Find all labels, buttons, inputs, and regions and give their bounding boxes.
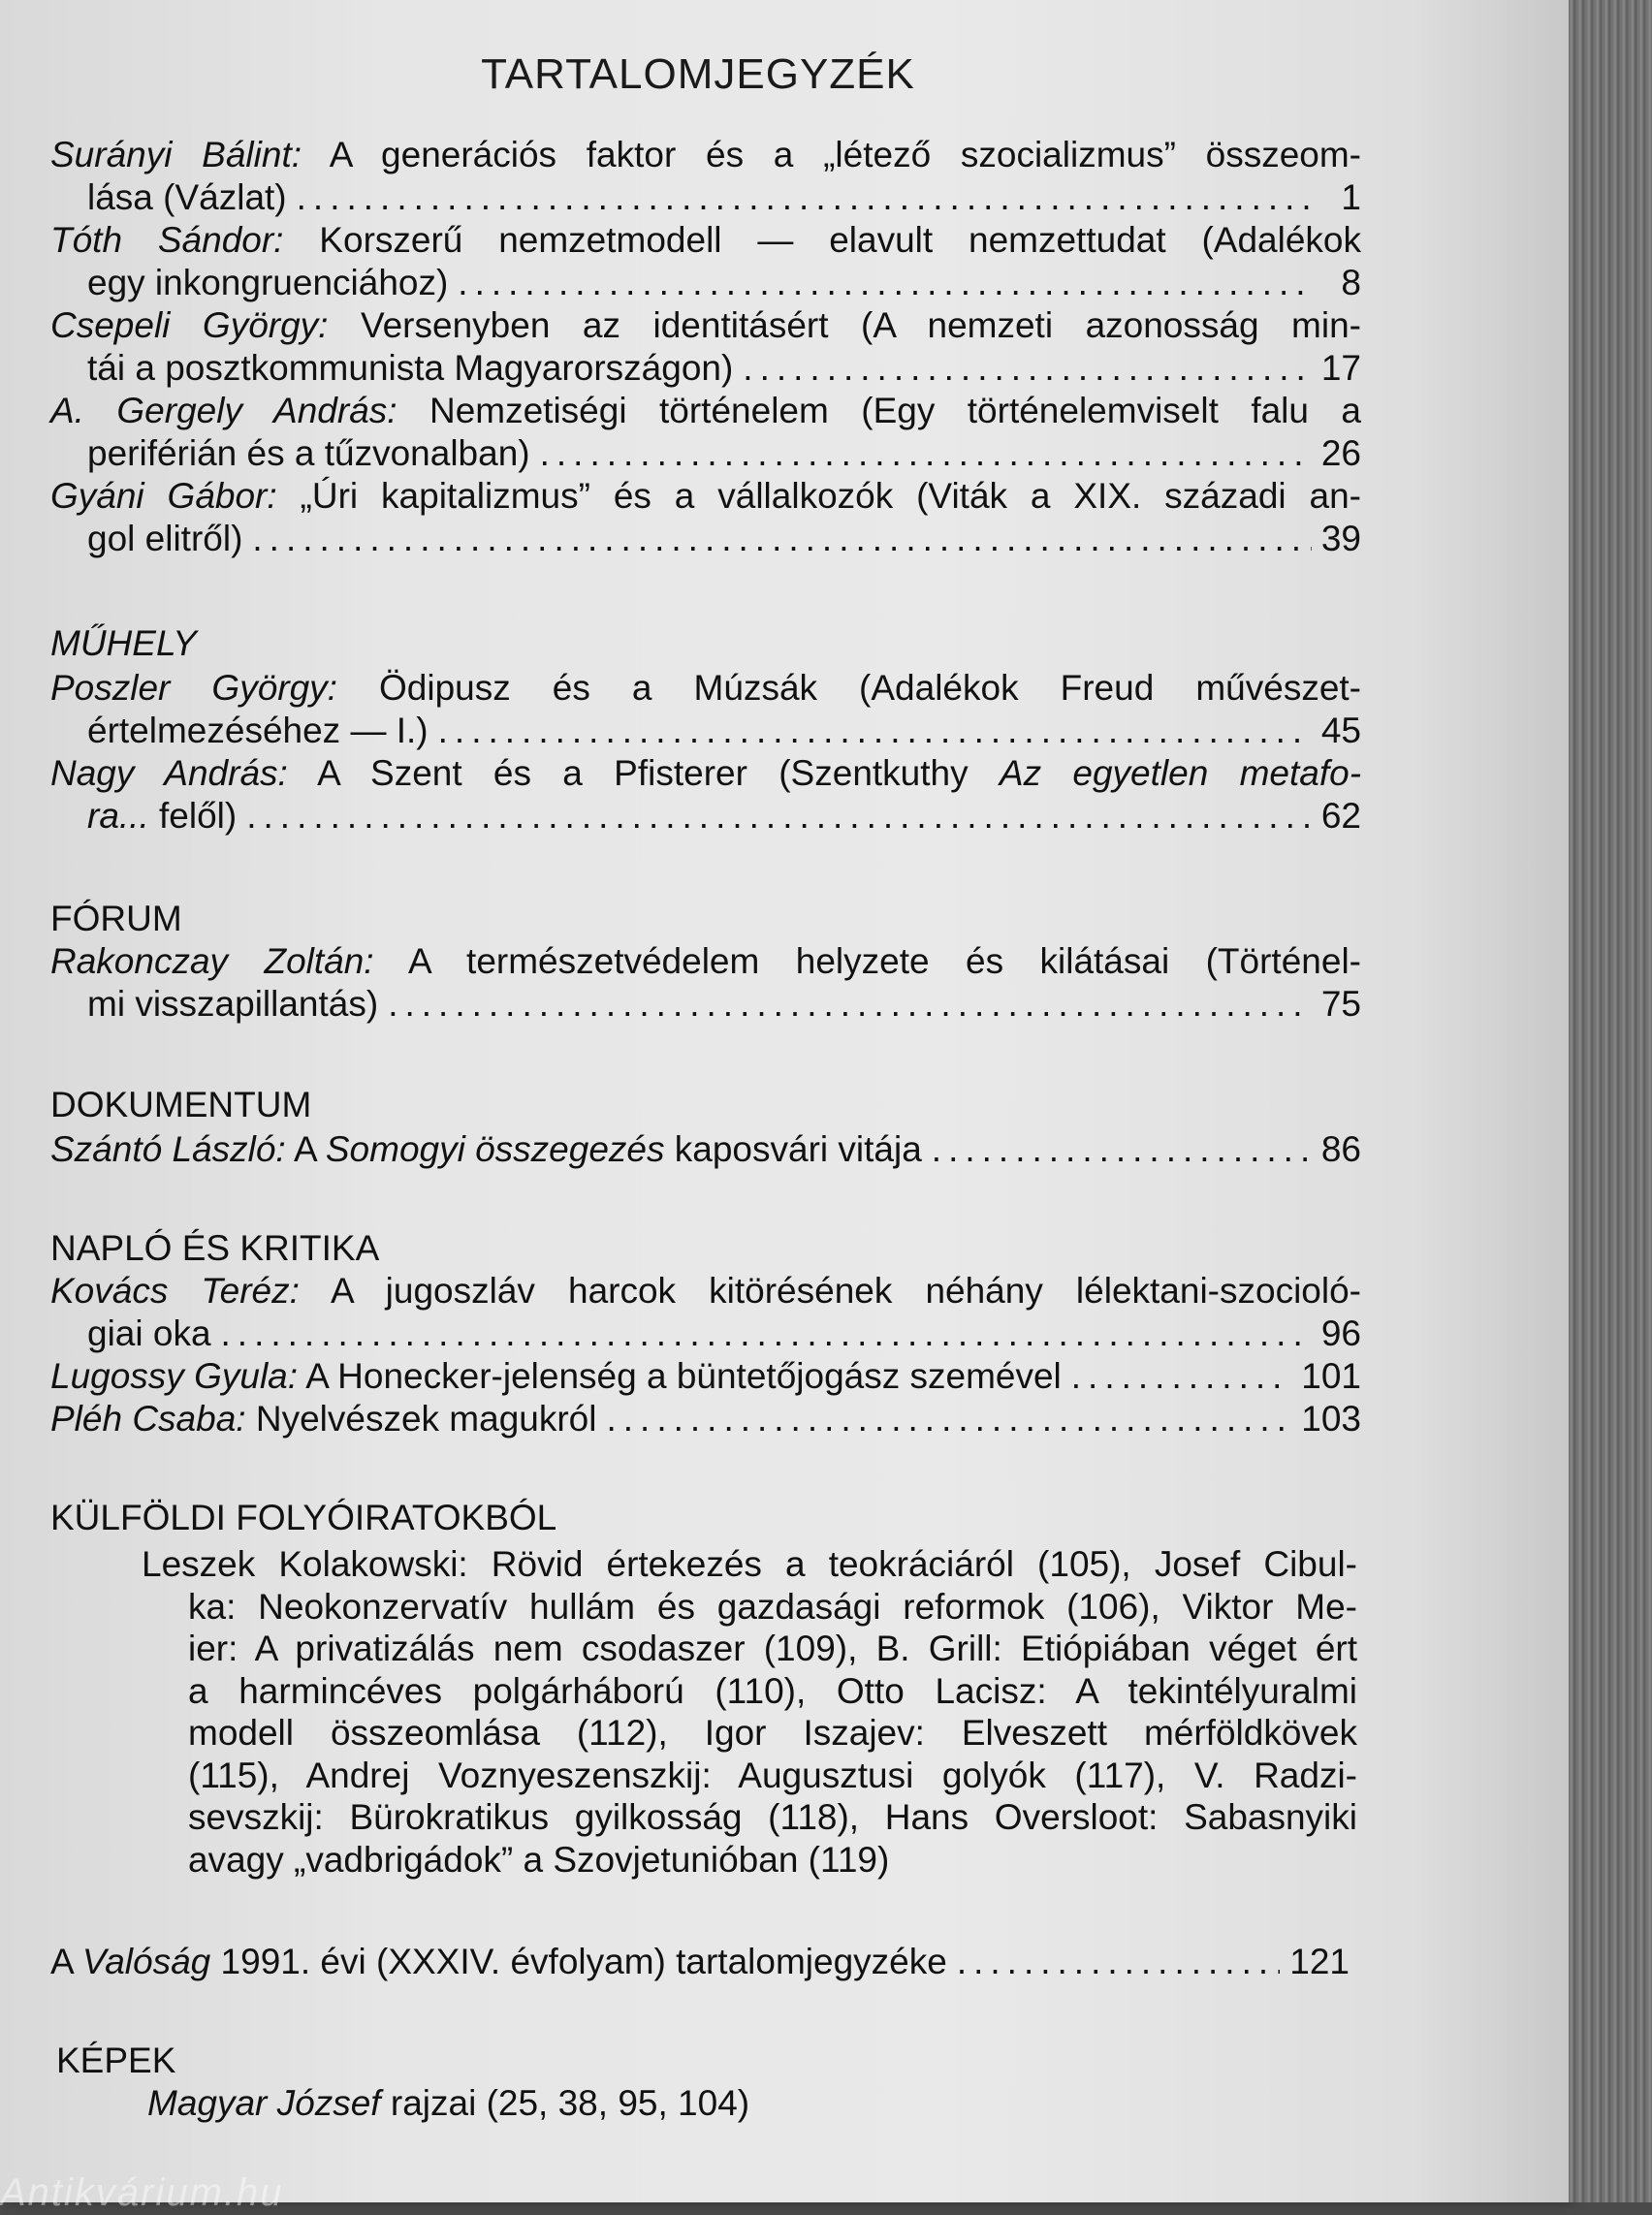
kepek-detail: rajzai (25, 38, 95, 104) bbox=[380, 2083, 750, 2123]
toc-entry bbox=[50, 1941, 1350, 1983]
entry-author: Tóth Sándor: bbox=[50, 220, 284, 260]
toc-entry bbox=[50, 1128, 1361, 1171]
foreign-journals-list bbox=[142, 1543, 1357, 1881]
entry-author: Pléh Csaba: bbox=[50, 1399, 246, 1439]
section-heading-naplo: NAPLÓ ÉS KRITIKA bbox=[50, 1228, 380, 1268]
leader-dots bbox=[246, 795, 1312, 838]
page-title: TARTALOMJEGYZÉK bbox=[481, 50, 915, 98]
entry-title: 1991. évi (XXXIV. évfolyam) tartalomjegyzéke bbox=[210, 1942, 947, 1981]
book-binding-edge bbox=[1569, 0, 1652, 2202]
leader-dots bbox=[252, 518, 1311, 560]
entry-title-cont: értelmezéséhez — I.) bbox=[87, 711, 429, 750]
entry-page: 8 bbox=[1341, 263, 1361, 302]
entry-title-cont: periférián és a tűzvonalban) bbox=[87, 433, 530, 473]
artist-name: Magyar József bbox=[147, 2083, 381, 2123]
leader-dots bbox=[540, 432, 1312, 475]
entry-title: kaposvári vitája bbox=[664, 1129, 922, 1169]
entry-title: A Honecker-jelenség a büntetőjogász szemével bbox=[298, 1356, 1062, 1396]
toc-entry bbox=[50, 667, 1361, 752]
entry-title-cont: egy inkongruenciához) bbox=[87, 263, 449, 302]
entry-author: A. Gergely András: bbox=[50, 391, 397, 430]
section-heading-dokumentum: DOKUMENTUM bbox=[50, 1085, 312, 1124]
leader-dots bbox=[221, 1313, 1312, 1355]
entry-author: Szántó László: bbox=[50, 1129, 286, 1169]
entry-page: 96 bbox=[1320, 1313, 1361, 1353]
entry-title: A természetvédelem helyzete és kilátásai (Történel- bbox=[373, 941, 1361, 981]
entry-book-title: Somogyi összegezés bbox=[325, 1129, 665, 1169]
entry-title-cont: tái a posztkommunista Magyarországon) bbox=[87, 348, 734, 388]
foreign-line: ka: Neokonzervatív hullám és gazdasági reformok (106), Viktor Me- bbox=[188, 1586, 1357, 1627]
entry-book-title: Az egyetlen metafo- bbox=[999, 753, 1362, 793]
leader-dots bbox=[932, 1128, 1312, 1171]
entry-author: Csepeli György: bbox=[50, 305, 329, 345]
toc-entry bbox=[50, 1355, 1361, 1398]
entry-title-pre: A bbox=[285, 1129, 326, 1169]
kepek-entry bbox=[147, 2082, 749, 2125]
entry-page: 75 bbox=[1320, 984, 1361, 1024]
toc-entry bbox=[50, 940, 1361, 1026]
entry-author: Kovács Teréz: bbox=[50, 1271, 300, 1311]
toc-entry bbox=[50, 219, 1361, 304]
entry-title: Ödipusz és a Múzsák (Adalékok Freud művészet- bbox=[336, 668, 1361, 708]
foreign-line: modell összeomlása (112), Igor Iszajev: Elveszett mérföldkövek bbox=[188, 1713, 1357, 1753]
entry-page: 1 bbox=[1341, 177, 1361, 217]
entry-author: Poszler György: bbox=[50, 668, 337, 708]
section-heading-muhely: MŰHELY bbox=[50, 623, 197, 663]
entry-page: 17 bbox=[1320, 348, 1361, 388]
leader-dots bbox=[1071, 1355, 1291, 1398]
entry-title: Nyelvészek magukról bbox=[245, 1399, 597, 1439]
leader-dots bbox=[743, 347, 1312, 390]
entry-title: Nemzetiségi történelem (Egy történelemviselt falu a bbox=[397, 391, 1361, 430]
entry-title-cont: giai oka bbox=[87, 1313, 211, 1353]
entry-title-pre: A bbox=[50, 1942, 82, 1981]
section-heading-kulfoldi: KÜLFÖLDI FOLYÓIRATOKBÓL bbox=[50, 1498, 557, 1537]
entry-title: Korszerű nemzetmodell — elavult nemzettudat (Adalékok bbox=[283, 220, 1362, 260]
foreign-line: a harmincéves polgárháború (110), Otto Lacisz: A tekintélyuralmi bbox=[188, 1670, 1357, 1711]
toc-entry bbox=[50, 475, 1361, 560]
toc-entry bbox=[50, 752, 1361, 838]
entry-page: 45 bbox=[1320, 711, 1361, 750]
entry-page: 121 bbox=[1289, 1942, 1350, 1981]
entry-page: 101 bbox=[1301, 1356, 1361, 1396]
toc-entry bbox=[50, 1270, 1361, 1355]
entry-title-cont: mi visszapillantás) bbox=[87, 984, 379, 1024]
entry-title-cont: lása (Vázlat) bbox=[87, 177, 287, 217]
toc-entry bbox=[50, 390, 1361, 475]
leader-dots bbox=[606, 1398, 1291, 1440]
entry-page: 26 bbox=[1320, 433, 1361, 473]
toc-entry bbox=[50, 1398, 1361, 1440]
entry-title: A generációs faktor és a „létező szocializmus” összeom- bbox=[302, 135, 1362, 174]
entry-author: Gyáni Gábor: bbox=[50, 476, 277, 516]
foreign-line: Leszek Kolakowski: Rövid értekezés a teokráciáról (105), Josef Cibul- bbox=[142, 1544, 1357, 1584]
section-heading-kepek: KÉPEK bbox=[56, 2041, 176, 2080]
entry-author: Rakonczay Zoltán: bbox=[50, 941, 374, 981]
leader-dots bbox=[458, 262, 1313, 304]
watermark: Antikvárium.hu bbox=[0, 2171, 284, 2214]
leader-dots bbox=[957, 1941, 1280, 1983]
entry-page: 39 bbox=[1320, 519, 1361, 558]
entry-title: A Szent és a Pfisterer (Szentkuthy bbox=[287, 753, 1000, 793]
foreign-line: (115), Andrej Voznyeszenszkij: Augusztusi golyók (117), V. Radzi- bbox=[188, 1755, 1357, 1795]
leader-dots bbox=[438, 710, 1312, 752]
foreign-line: avagy „vadbrigádok” a Szovjetunióban (119) bbox=[188, 1839, 890, 1880]
leader-dots bbox=[388, 983, 1312, 1026]
entry-title-cont: felől) bbox=[148, 796, 238, 836]
toc-entry bbox=[50, 134, 1361, 219]
section-heading-forum: FÓRUM bbox=[50, 899, 182, 938]
journal-title: Valóság bbox=[81, 1942, 211, 1981]
entry-title-cont: gol elitről) bbox=[87, 519, 243, 558]
entry-author: Surányi Bálint: bbox=[50, 135, 302, 174]
entry-author: Lugossy Gyula: bbox=[50, 1356, 299, 1396]
entry-page: 62 bbox=[1320, 796, 1361, 836]
leader-dots bbox=[297, 176, 1313, 219]
entry-book-title-cont: ra... bbox=[87, 796, 149, 836]
foreign-line: sevszkij: Bürokratikus gyilkosság (118), Hans Oversloot: Sabasnyiki bbox=[188, 1797, 1357, 1837]
entry-title: A jugoszláv harcok kitörésének néhány lélektani-szocioló- bbox=[299, 1271, 1361, 1311]
entry-author: Nagy András: bbox=[50, 753, 288, 793]
entry-title: Versenyben az identitásért (A nemzeti azonosság min- bbox=[328, 305, 1361, 345]
toc-entry bbox=[50, 304, 1361, 390]
entry-title: „Úri kapitalizmus” és a vállalkozók (Viták a XIX. századi an- bbox=[276, 476, 1361, 516]
foreign-line: ier: A privatizálás nem csodaszer (109), B. Grill: Etiópiában véget ért bbox=[188, 1629, 1357, 1668]
entry-page: 103 bbox=[1301, 1399, 1361, 1439]
entry-page: 86 bbox=[1320, 1129, 1361, 1169]
